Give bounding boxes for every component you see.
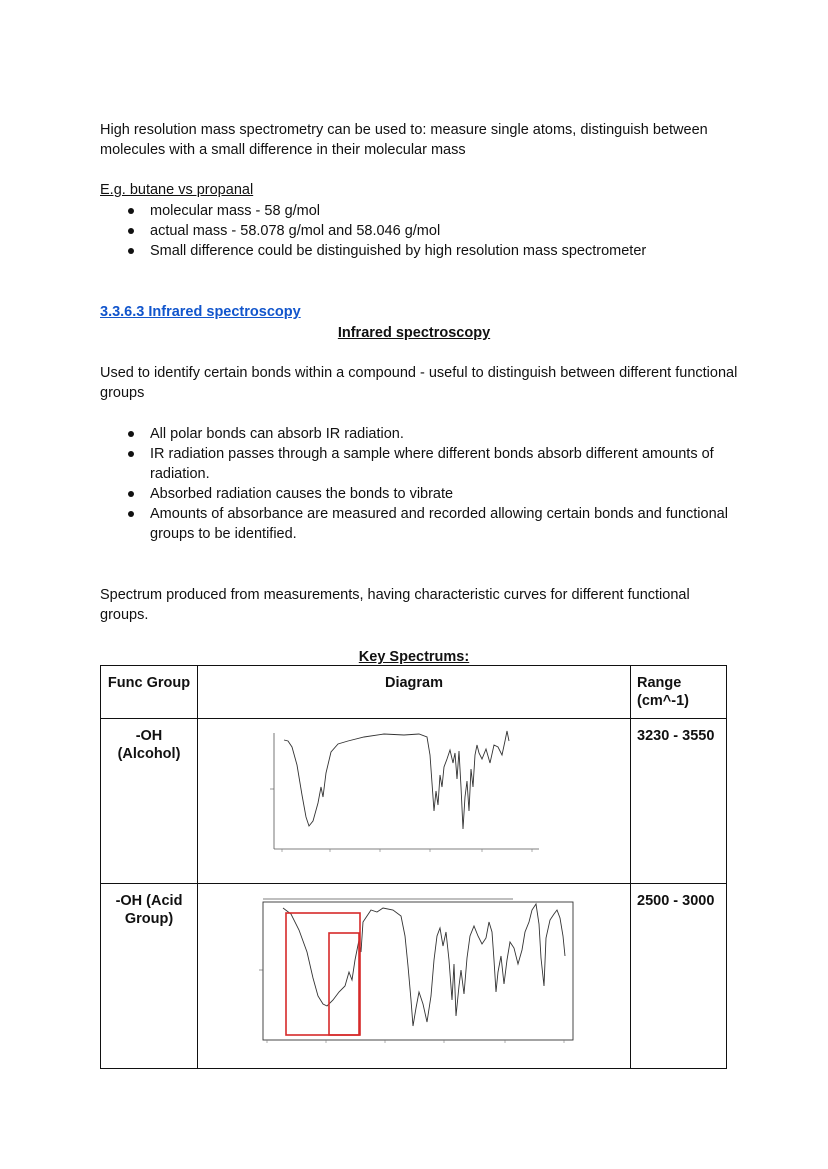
diagram-cell — [198, 719, 631, 884]
header-func-group: Func Group — [101, 666, 198, 719]
table-row — [101, 884, 727, 1069]
list-item: Absorbed radiation causes the bonds to vibrate — [100, 484, 740, 504]
section-link[interactable]: 3.3.6.3 Infrared spectroscopy — [100, 304, 301, 320]
diagram-cell — [198, 884, 631, 1069]
spectrum-paragraph: Spectrum produced from measurements, having characteristic curves for different functional groups. — [100, 587, 690, 623]
func-group-cell: -OH (Alcohol) — [101, 719, 198, 884]
list-item: molecular mass - 58 g/mol — [100, 201, 740, 221]
func-group-cell: -OH (Acid Group) — [101, 884, 198, 1069]
example-bullet-list — [100, 201, 740, 261]
table-row — [101, 719, 727, 884]
list-item: actual mass - 58.078 g/mol and 58.046 g/mol — [100, 221, 740, 241]
table-title: Key Spectrums: — [358, 649, 470, 665]
highlight-box — [329, 933, 359, 1035]
highlight-box — [286, 913, 360, 1035]
list-item: Amounts of absorbance are measured and recorded allowing certain bonds and functional groups to be identified. — [100, 504, 740, 544]
section-title: Infrared spectroscopy — [337, 325, 491, 341]
acid-ir-spectrum — [253, 896, 583, 1058]
list-item: All polar bonds can absorb IR radiation. — [100, 424, 740, 444]
list-item: IR radiation passes through a sample where different bonds absorb different amounts of radiation. — [100, 444, 740, 484]
list-item: Small difference could be distinguished by high resolution mass spectrometer — [100, 241, 740, 261]
description-paragraph: Used to identify certain bonds within a compound - useful to distinguish between different functional groups — [100, 365, 738, 401]
header-range: Range (cm^-1) — [631, 666, 727, 719]
example-heading: E.g. butane vs propanal — [100, 182, 254, 198]
range-cell: 2500 - 3000 — [631, 884, 727, 1069]
table-header-row — [101, 666, 727, 719]
header-diagram: Diagram — [198, 666, 631, 719]
ir-bullet-list — [100, 424, 740, 544]
intro-paragraph: High resolution mass spectrometry can be used to: measure single atoms, distinguish between molecules with a small difference in their molecular mass — [100, 122, 708, 158]
spectrum-table — [100, 665, 727, 1069]
range-cell: 3230 - 3550 — [631, 719, 727, 884]
alcohol-ir-spectrum — [264, 725, 564, 865]
